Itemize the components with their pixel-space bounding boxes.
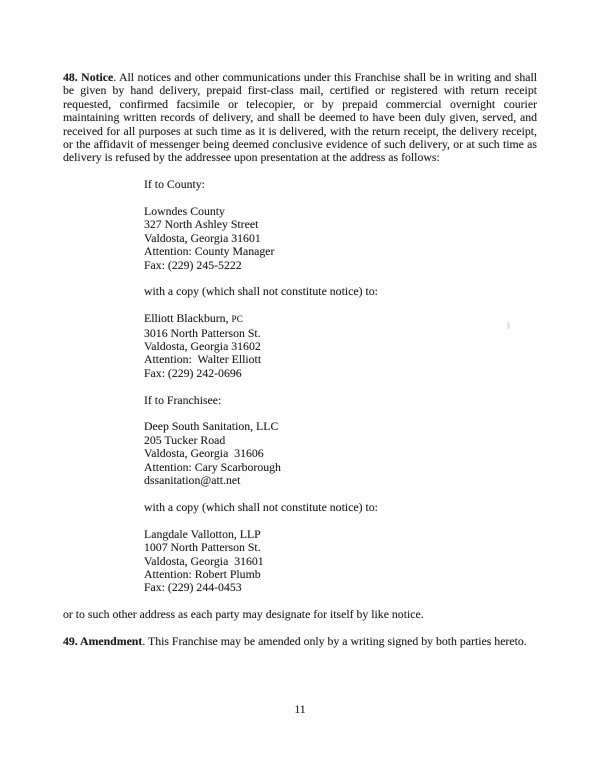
county-copy-name: Elliott Blackburn, xyxy=(144,311,232,326)
franchisee-copy-address-line: 1007 North Patterson St. xyxy=(144,540,261,555)
county-address-block xyxy=(144,205,537,272)
copy-notice-county: with a copy (which shall not constitute notice) to: xyxy=(144,284,378,299)
county-address-line: Attention: County Manager xyxy=(144,244,275,259)
franchisee-copy-address-line: Valdosta, Georgia 31601 xyxy=(144,553,264,568)
franchisee-address-line: Valdosta, Georgia 31606 xyxy=(144,446,264,461)
county-copy-address-line: Attention: Walter Elliott xyxy=(144,352,262,367)
franchisee-address-line: Deep South Sanitation, LLC xyxy=(144,419,279,434)
county-copy-address-block xyxy=(144,312,537,380)
franchisee-heading: If to Franchisee: xyxy=(144,392,222,407)
franchisee-copy-address-line: Fax: (229) 244-0453 xyxy=(144,580,242,595)
franchisee-address-line: Attention: Cary Scarborough xyxy=(144,459,281,474)
county-copy-name-line xyxy=(144,312,537,326)
scan-artifact xyxy=(507,322,510,329)
county-copy-suffix: PC xyxy=(231,314,243,325)
paragraph-48-notice xyxy=(63,71,537,165)
paragraph-49-amendment xyxy=(63,635,537,648)
page-number: 11 xyxy=(294,702,306,716)
franchisee-address-line: 205 Tucker Road xyxy=(144,432,226,447)
county-address-line: Valdosta, Georgia 31601 xyxy=(144,230,261,245)
closing-line: or to such other address as each party may designate for itself by like notice. xyxy=(63,607,424,622)
copy-notice-franchisee: with a copy (which shall not constitute notice) to: xyxy=(144,499,378,514)
document-content xyxy=(63,71,537,648)
county-address-line: 327 North Ashley Street xyxy=(144,217,259,232)
franchisee-address-block xyxy=(144,420,537,487)
franchisee-copy-address-line: Attention: Robert Plumb xyxy=(144,566,261,581)
franchisee-address-line: dssanitation@att.net xyxy=(144,473,241,488)
paragraph-49-label: 49. Amendment xyxy=(63,633,143,648)
county-copy-address-line: 3016 North Patterson St. xyxy=(144,325,261,340)
county-address-line: Lowndes County xyxy=(144,204,225,219)
franchisee-copy-address-line: Langdale Vallotton, LLP xyxy=(144,526,261,541)
paragraph-48-label: 48. Notice xyxy=(63,70,114,84)
paragraph-49-text: . This Franchise may be amended only by a writing signed by both parties hereto. xyxy=(142,633,527,648)
county-copy-address-line: Fax: (229) 242-0696 xyxy=(144,365,242,380)
county-heading: If to County: xyxy=(144,177,205,192)
franchisee-copy-address-block xyxy=(144,528,537,595)
county-copy-address-line: Valdosta, Georgia 31602 xyxy=(144,339,261,354)
county-address-line: Fax: (229) 245-5222 xyxy=(144,257,242,272)
paragraph-48-text: . All notices and other communications under this Franchise shall be in writing and shall be given by hand delivery, prepaid first-class mail, certified or registered with return receipt requested, confirmed facsimile or telecopier, or by prepaid commercial overnight courier maintaining written records of delivery, and shall be deemed to have been duly given, served, and received for all purposes at such time as it is delivered, with the return receipt, the delivery receipt, or the affidavit of messenger being deemed conclusive evidence of such delivery, or at such time as delivery is refused by the addressee upon presentation at the address as follows: xyxy=(63,70,538,165)
